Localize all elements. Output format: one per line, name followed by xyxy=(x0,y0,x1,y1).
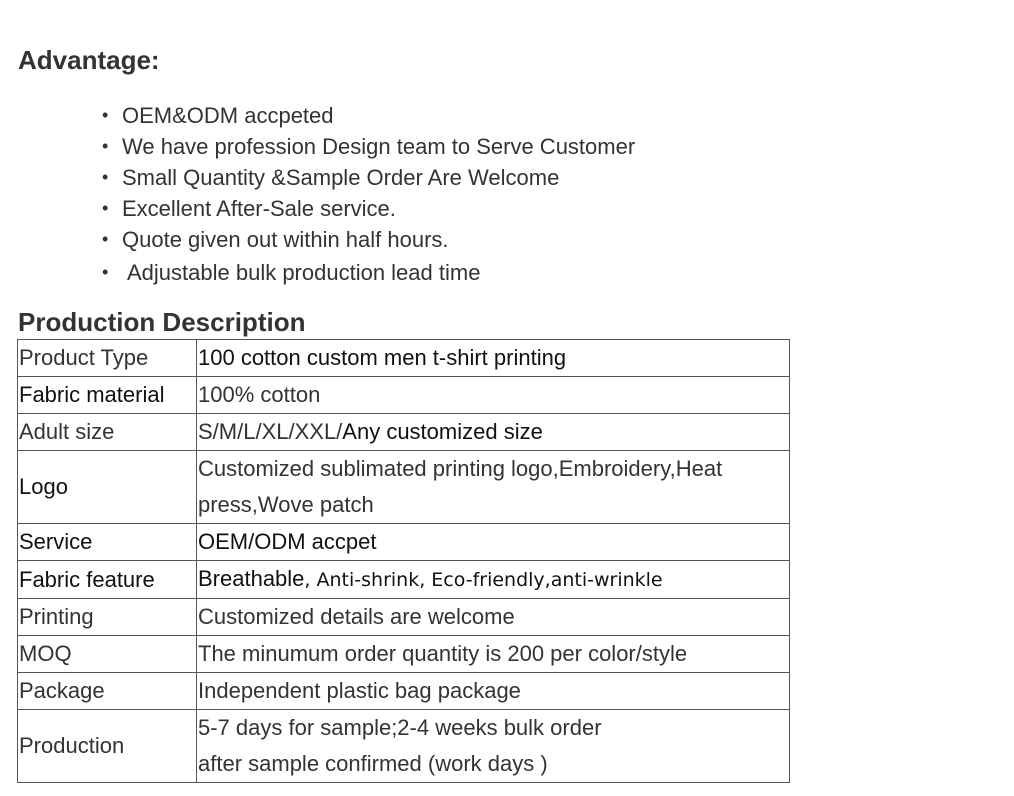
list-item-text: Adjustable bulk production lead time xyxy=(127,260,481,285)
row-value-features: , Anti-shrink, Eco-friendly,anti-wrinkle xyxy=(304,569,663,591)
row-value: OEM/ODM accpet xyxy=(197,524,790,561)
list-item xyxy=(100,131,635,162)
row-value xyxy=(197,451,790,524)
list-item xyxy=(100,224,635,255)
row-key: Fabric feature xyxy=(18,561,197,599)
row-key: Package xyxy=(18,673,197,710)
row-value-breathable: Breathable xyxy=(198,566,305,591)
advantage-heading: Advantage: xyxy=(18,45,160,75)
row-key: Logo xyxy=(18,451,197,524)
row-key: MOQ xyxy=(18,636,197,673)
table-row xyxy=(18,451,790,524)
row-value: 100 cotton custom men t-shirt printing xyxy=(197,340,790,377)
table-row xyxy=(18,340,790,377)
row-value: 100% cotton xyxy=(197,377,790,414)
row-key: Printing xyxy=(18,599,197,636)
list-item xyxy=(100,162,635,193)
specification-table xyxy=(17,339,790,783)
row-value-line: 5-7 days for sample;2-4 weeks bulk order xyxy=(198,715,602,740)
list-item xyxy=(100,193,635,224)
bullet-icon: • xyxy=(102,105,109,125)
bullet-icon: • xyxy=(102,229,109,249)
advantage-list xyxy=(100,100,635,288)
bullet-icon: • xyxy=(102,198,109,218)
list-item xyxy=(100,257,635,288)
bullet-icon: • xyxy=(102,136,109,156)
table-row xyxy=(18,524,790,561)
row-value-line: after sample confirmed (work days ) xyxy=(198,751,548,776)
row-value xyxy=(197,710,790,783)
table-row xyxy=(18,377,790,414)
row-value-custom: Any customized size xyxy=(342,419,543,444)
row-key: Service xyxy=(18,524,197,561)
list-item-text: Quote given out within half hours. xyxy=(122,227,449,252)
row-value: Customized details are welcome xyxy=(197,599,790,636)
row-value: The minumum order quantity is 200 per color/style xyxy=(197,636,790,673)
list-item-text: We have profession Design team to Serve Customer xyxy=(122,134,636,159)
row-value xyxy=(197,561,790,599)
row-key: Production xyxy=(18,710,197,783)
table-row xyxy=(18,414,790,451)
row-key: Fabric material xyxy=(18,377,197,414)
row-value xyxy=(197,414,790,451)
production-description-heading: Production Description xyxy=(18,307,306,337)
list-item xyxy=(100,100,635,131)
row-value-line: press,Wove patch xyxy=(198,492,374,517)
table-row xyxy=(18,636,790,673)
list-item-text: OEM&ODM accpeted xyxy=(122,103,334,128)
row-value-line: Customized sublimated printing logo,Embroidery,Heat xyxy=(198,456,723,481)
list-item-text: Excellent After-Sale service. xyxy=(122,196,396,221)
row-key: Product Type xyxy=(18,340,197,377)
table-row xyxy=(18,673,790,710)
bullet-icon: • xyxy=(102,167,109,187)
bullet-icon: • xyxy=(102,262,109,282)
table-row xyxy=(18,710,790,783)
row-value: Independent plastic bag package xyxy=(197,673,790,710)
row-value-sizes: S/M/L/XL/XXL/ xyxy=(198,419,343,444)
table-row xyxy=(18,599,790,636)
table-row xyxy=(18,561,790,599)
row-key: Adult size xyxy=(18,414,197,451)
list-item-text: Small Quantity &Sample Order Are Welcome xyxy=(122,165,560,190)
